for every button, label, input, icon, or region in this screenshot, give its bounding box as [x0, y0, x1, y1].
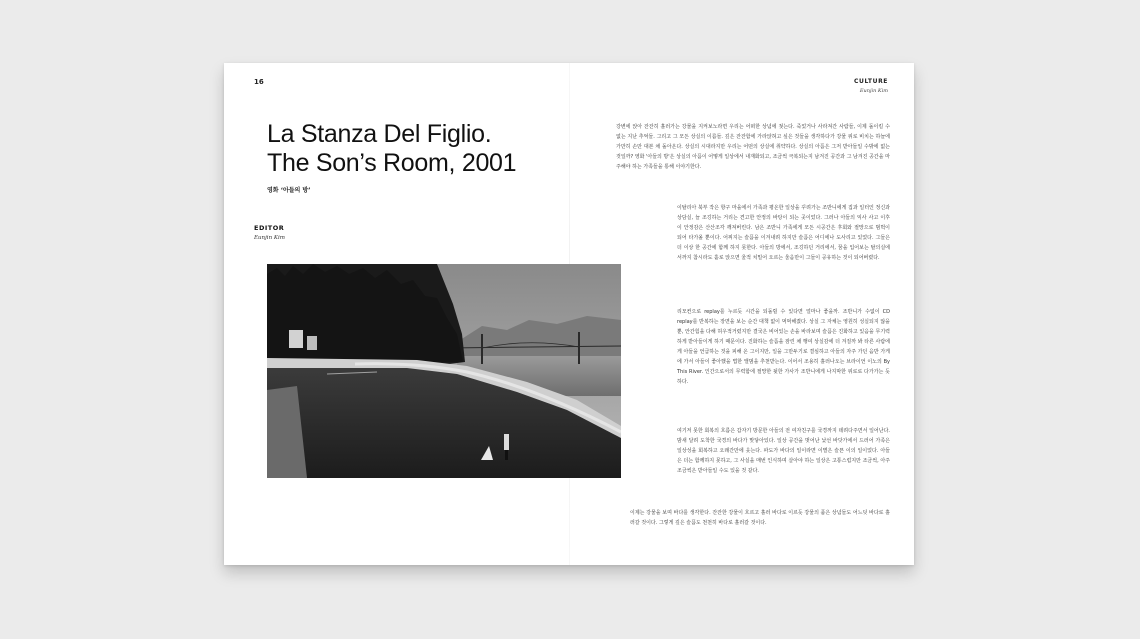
body-paragraph: 리모컨으로 replay를 누르듯 시간을 되돌릴 수 있다면 얼마나 좋을까. 조반니가 수없이 CD replay를 반복하는 장면을 보는 순간 대책 없이 먹먹해졌다. 상실 그 자체는 영원히 성실되지 않을뿐, 안간힘을 다해 허우적거렸지만 결국은 비어있는 손을 바라보며 슬픔은 진화하고 있음을 무기력하게 받아들이게 하기 때문이다. 진화하는 슬픔을 잠린 채 행여 상실감에 더 겨질까 봐 타른 사람에게 아들을 언급하는 것을 피해 온 그이지만, 일을 그만두기로 결심하고 아들의 자주 가던 음반 가게에 가서 아들이 좋아했을 법한 앨범을 추천받는다. 이어서 조용히 흘러나오는 브라이언 이노의 By This River. 인간으로서의 무력함에 절망한 뒷한 가사가 조반니에게 나지막한 위로로 다가가는 듯하다. — [677, 309, 890, 385]
section-label: CULTURE — [854, 78, 888, 85]
article-title — [267, 120, 516, 178]
page-number: 16 — [254, 78, 264, 86]
body-paragraph: 여기저 못한 회복의 흐름은 갑자기 방문한 아들의 전 여자친구를 국경까지 데려다주면서 일어난다. 밤새 달려 도착한 국경의 바다가 맞닿아있다. 일상 공간을 벗어난 낯선 바닷가에서 드러어 가족은 일상성을 회복하고 오래간만에 웃는다. 파도가 바다의 일이라면 이별은 슬픈 이의 일이었다. 아들은 더는 함께하지 못하고, 그 사실을 매번 인식하며 살아야 하는 일상은 고통스럽지만 조금씩, 아주 조금씩은 받아들일 수도 있을 것 같다. — [677, 428, 890, 474]
article-photo — [267, 264, 621, 478]
article-subtitle: 영화 ‘아들의 방’ — [267, 187, 311, 194]
editor-name: Eunjin Kim — [254, 235, 285, 241]
body-paragraph: 이제는 강물을 보며 바다를 생각한다. 잔잔한 강물이 흐르고 흘러 바다로 이르듯 강물의 품은 상념들도 어느덧 바다로 흘러갈 것이다. 그렇게 깊은 슬픔도 천천히 바다로 흘러갈 것이다. — [630, 510, 890, 526]
body-paragraph: 이탈리아 북부 작은 항구 마을에서 가족과 평온한 일상을 꾸려가는 조반니에게 집과 일터인 정신과 상담실, 늘 조깅하는 거리는 견고한 안정의 바탕이 되는 곳이었다. 그러나 아들의 익사 사고 이후 이 안정감은 산산조각 깨져버린다. 남은 조반니 가족에게 모든 시공간은 후회와 절망으로 범벅이 되어 타가올 뿐이다. 어찌지는 슬픔을 이겨내려 하지만 슬픔은 어디에나 도사리고 있었다. 그들은 더 이상 한 공간에 함께 하지 못한다. 아들의 방에서, 조깅하던 거리에서, 꿈을 입어보는 탈의실에서까지 참시라도 홀로 앉으면 울적 치밀어 오르는 울음만이 그들이 공유하는 것이 되어버렸다. — [677, 205, 890, 261]
body-paragraph: 강변에 앉아 잔잔히 흘러가는 강물을 지켜보노라면 우리는 어떠한 상념에 젖는다. 죽었거나 사라져간 사람들, 이제 돌이킬 수 없는 지난 추억들. 그리고 그 모든 상실의 이름들. 깊은 잔잔함에 가라앉혀고 싶은 것들을 생각하다가 강물 위로 비치는 하늘에 가만히 손만 대본 채 돌아온다. 상실의 시대라지만 우리는 어떤의 상실에 취약하다. 상실의 아픔은 그저 받아들일 수밖에 없는 것일까? 영화 '아들의 방'은 상실의 아픔이 어떻게 일상에서 내재화되고, 조금씩 극복되는지 남겨진 공간과 그 남겨진 공간을 마주해야 하는 가족들을 통해 이야기한다. — [616, 124, 890, 170]
title-line-1: La Stanza Del Figlio. — [267, 120, 492, 148]
magazine-spread — [224, 63, 914, 565]
title-line-2: The Son’s Room, 2001 — [267, 149, 517, 177]
section-author: Eunjin Kim — [859, 88, 888, 94]
editor-label: EDITOR — [254, 224, 285, 232]
